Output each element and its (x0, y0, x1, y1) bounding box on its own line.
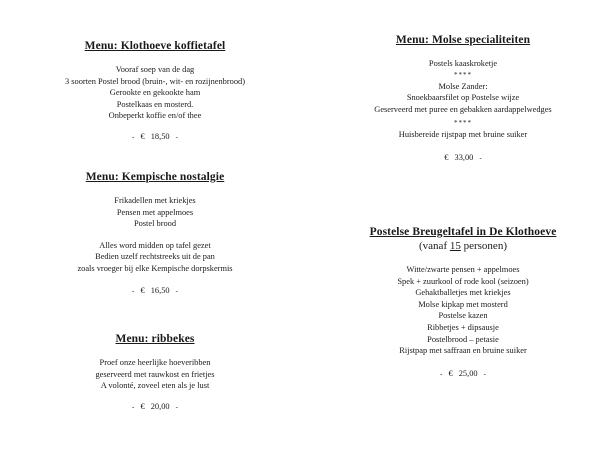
price-dash: - (132, 402, 135, 411)
menu-line: Postelkaas en mosterd. (116, 99, 194, 109)
price-dash: - (440, 369, 443, 378)
menu-line: Molse Zander: (438, 81, 488, 91)
menu-subtitle (318, 240, 608, 252)
menu-line: Huisbereide rijstpap met bruine suiker (398, 130, 528, 140)
price-dash: - (175, 402, 178, 411)
price-dash: - (132, 286, 135, 295)
menu-line: Vooraf soep van de dag (115, 65, 195, 74)
menu-line: Pensen met appelmoes (116, 207, 194, 217)
menu-line: Spek + zuurkool of rode kool (seizoen) (397, 276, 529, 286)
menu-title: Menu: Klothoeve koffietafel (84, 40, 226, 52)
menu-line: geserveerd met rauwkost en frietjes (95, 369, 215, 379)
menu-price (10, 402, 300, 411)
menu-line: zoals vroeger bij elke Kempische dorpskermis (77, 263, 233, 273)
menu-title: Menu: Molse specialiteiten (395, 34, 531, 46)
menu-line: 3 soorten Postel brood (bruin-, wit- en rozijnenbrood) (64, 76, 246, 86)
menu-klothoeve-koffietafel (10, 40, 300, 141)
menu-title: Postelse Breugeltafel in De Klothoeve (369, 226, 557, 238)
menu-line: Molse kipkap met mosterd (418, 299, 508, 309)
menu-molse-specialiteiten (318, 34, 608, 162)
menu-line: Rijstpap met saffraan en bruine suiker (399, 346, 527, 356)
menu-price (10, 132, 300, 141)
menu-postelse-breugeltafel (318, 226, 608, 378)
price-value: € 33,00 (444, 152, 474, 162)
menu-line: Gerookte en gekookte ham (109, 88, 201, 98)
menu-line: Gehaktballetjes met kriekjes (415, 288, 511, 298)
menu-line: Ribbetjes + dipsausje (427, 322, 499, 332)
menu-line: Postels kaaskroketje (428, 59, 498, 68)
menu-line: Proef onze heerlijke hoeveribben (99, 358, 211, 367)
menu-line: Postelbrood – petasie (427, 334, 499, 344)
price-value: € 20,00 (140, 401, 170, 411)
menu-price (318, 153, 608, 162)
menu-price (10, 286, 300, 295)
price-dash: - (132, 132, 135, 141)
menu-line: Bedien uzelf rechtstreeks uit de pan (95, 252, 215, 262)
separator: **** (454, 119, 472, 128)
subtitle-pre: (vanaf (419, 240, 450, 252)
price-dash: - (175, 286, 178, 295)
menu-ribbekes (10, 333, 300, 411)
separator: **** (454, 70, 472, 79)
menu-line: Alles word midden op tafel gezet (99, 240, 211, 250)
menu-line: Witte/zwarte pensen + appelmoes (406, 265, 520, 274)
menu-line: Geserveerd met puree en gebakken aardappelwedges (374, 104, 552, 114)
price-value: € 18,50 (140, 131, 170, 141)
menu-title: Menu: Kempische nostalgie (85, 171, 225, 183)
menu-line: A volonté, zoveel eten als je lust (100, 381, 210, 391)
subtitle-post: personen) (460, 240, 507, 252)
menu-line: Postelse kazen (438, 311, 488, 321)
price-value: € 25,00 (448, 368, 478, 378)
menu-line: Snoekbaarsfilet op Postelse wijze (406, 93, 520, 103)
menu-line: Frikadellen met kriekjes (114, 196, 196, 205)
price-dash: - (483, 369, 486, 378)
menu-line: Onbeperkt koffie en/of thee (108, 111, 202, 121)
price-dash: - (479, 153, 482, 162)
menu-price (318, 369, 608, 378)
price-dash: - (175, 132, 178, 141)
menu-title: Menu: ribbekes (115, 333, 195, 345)
menu-line: Postel brood (133, 219, 177, 229)
price-value: € 16,50 (140, 285, 170, 295)
menu-kempische-nostalgie (10, 171, 300, 295)
subtitle-number: 15 (449, 240, 461, 252)
